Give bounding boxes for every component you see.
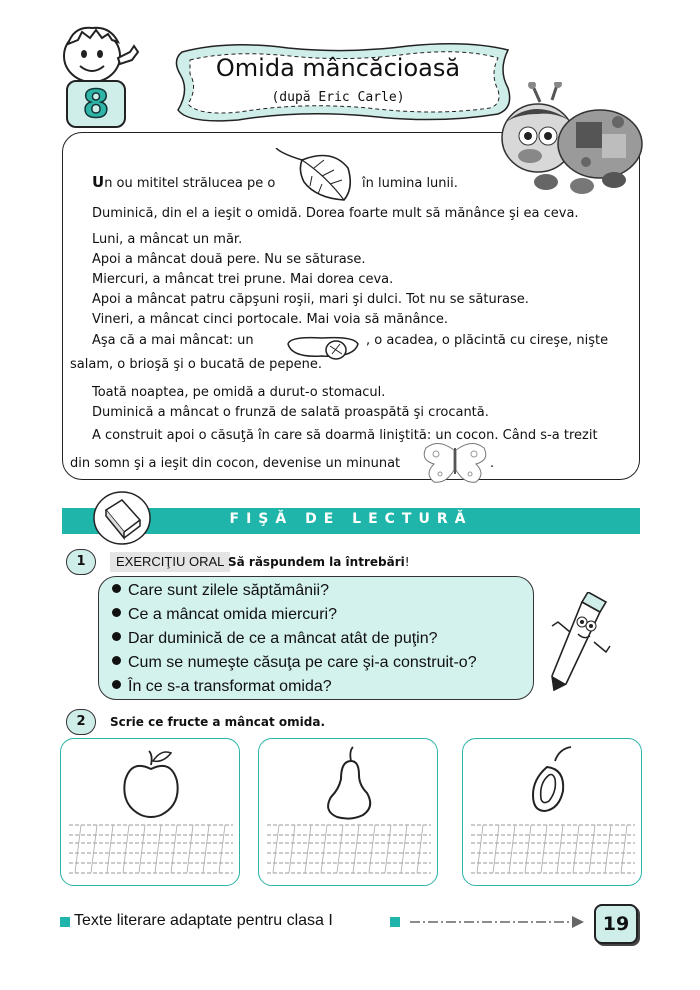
story-line: Duminică a mâncat o frunză de salată proaspătă şi crocantă. xyxy=(92,405,489,420)
question-item: Cum se numeşte căsuţa pe care şi-a construit-o? xyxy=(112,654,477,672)
story-line: în lumina lunii. xyxy=(362,176,458,191)
leaf-icon xyxy=(272,148,354,202)
story-line: Duminică, din el a ieşit o omidă. Dorea foarte mult să mănânce şi ea ceva. xyxy=(92,206,579,221)
story-line: din somn şi a ieşit din cocon, devenise un minunat xyxy=(70,456,401,471)
story-line: Un ou mititel strălucea pe o xyxy=(92,173,276,191)
pencil-character-icon xyxy=(544,592,614,696)
dash-arrow-icon xyxy=(408,912,588,932)
question-item: În ce s-a transformat omida? xyxy=(112,678,332,696)
exercise-2-title: Scrie ce fructe a mâncat omida. xyxy=(110,715,326,729)
question-item: Care sunt zilele săptămânii? xyxy=(112,582,329,600)
book-icon xyxy=(92,490,152,546)
title-ribbon-frame xyxy=(168,40,520,124)
lesson-number-badge: 8 xyxy=(66,80,126,128)
caterpillar-toy-illustration-icon xyxy=(496,82,646,202)
exercise-2-number: 2 xyxy=(66,709,96,735)
story-line: . xyxy=(490,456,495,471)
story-line: Luni, a mâncat un măr. xyxy=(92,232,243,247)
reading-sheet-title: FIŞĂ DE LECTURĂ xyxy=(229,511,473,527)
story-line: Aşa că a mai mâncat: un xyxy=(92,333,254,348)
story-line: , o acadea, o plăcintă cu cireşe, nişte xyxy=(366,333,609,348)
question-item: Ce a mâncat omida miercuri? xyxy=(112,606,337,624)
story-line: Vineri, a mâncat cinci portocale. Mai voia să mănânce. xyxy=(92,312,448,327)
story-line: A construit apoi o căsuţă în care să doarmă liniştită: un cocon. Când s-a trezit xyxy=(92,428,598,443)
page-title: Omida mâncăcioasă xyxy=(215,54,461,82)
pear-icon xyxy=(328,747,370,819)
pear-writing-card xyxy=(258,738,438,886)
story-line: salam, o brioşă şi o bucată de pepene. xyxy=(70,357,323,372)
footer-square-icon xyxy=(390,917,400,927)
butterfly-icon xyxy=(420,440,490,484)
plum-icon xyxy=(533,747,571,811)
story-line: Apoi a mâncat două pere. Nu se săturase. xyxy=(92,252,366,267)
story-line: Apoi a mâncat patru căpşuni roşii, mari şi dulci. Tot nu se săturase. xyxy=(92,292,529,307)
plum-writing-card xyxy=(462,738,642,886)
apple-writing-card xyxy=(60,738,240,886)
footer-square-icon xyxy=(60,917,70,927)
question-item: Dar duminică de ce a mâncat atât de puţin? xyxy=(112,630,438,648)
exercise-1-number: 1 xyxy=(66,549,96,575)
footer-book-title: Texte literare adaptate pentru clasa I xyxy=(74,912,333,929)
page-number: 19 xyxy=(594,904,638,944)
story-line: Toată noaptea, pe omidă a durut-o stomacul. xyxy=(92,385,386,400)
page-subtitle: (după Eric Carle) xyxy=(271,90,405,105)
oral-exercise-tag: EXERCIŢIU ORAL xyxy=(110,552,230,572)
apple-icon xyxy=(124,751,177,817)
exercise-1-title: Să răspundem la întrebări! xyxy=(228,555,410,569)
story-line: Miercuri, a mâncat trei prune. Mai dorea ceva. xyxy=(92,272,394,287)
